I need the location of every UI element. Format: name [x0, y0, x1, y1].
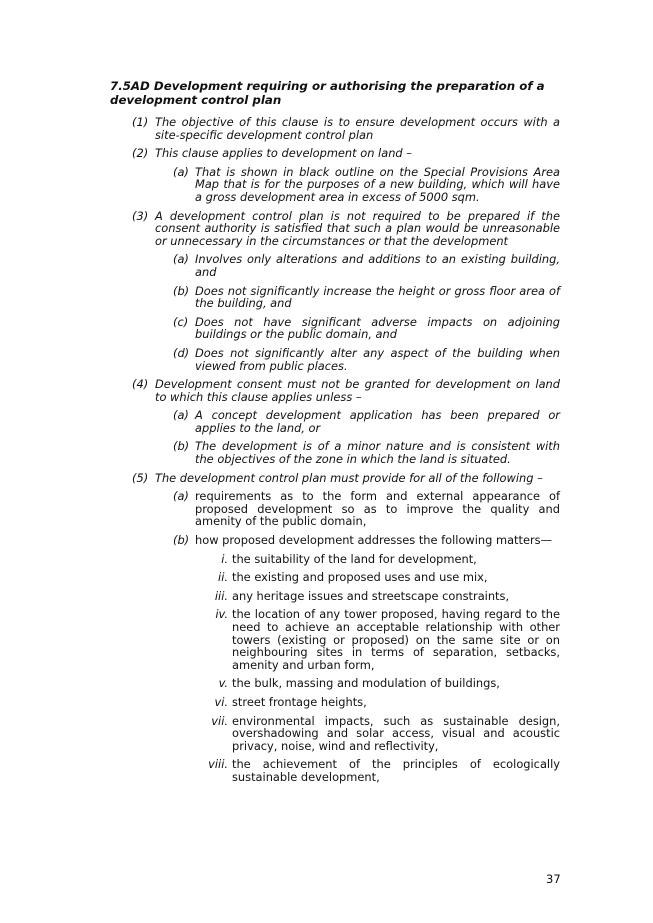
subclause-number: (b) — [173, 439, 190, 454]
subclause-number: (a) — [173, 252, 189, 267]
subclause — [110, 166, 560, 204]
subclause-text: That is shown in black outline on the Special Provisions Area Map that is for the purposes of a new building, which will have a gross development area in excess of 5000 sqm. — [195, 164, 560, 204]
item-number: i. — [221, 551, 228, 566]
item-text: the bulk, massing and modulation of buildings, — [232, 676, 500, 691]
clause-1 — [110, 116, 560, 141]
document-body — [110, 79, 560, 790]
subclause-text: Does not significantly alter any aspect of the building when viewed from public places. — [195, 345, 560, 373]
subclause-number: (b) — [173, 283, 190, 298]
list-item — [110, 758, 560, 783]
clause-number: (3) — [132, 208, 149, 223]
subclause-number: (a) — [173, 489, 189, 504]
subclause-text: requirements as to the form and external appearance of proposed development so as to improve the quality and amenity of the public domain, — [195, 489, 560, 529]
list-item — [110, 571, 560, 584]
clause-number: (2) — [132, 146, 149, 161]
subclause — [110, 490, 560, 528]
subclause — [110, 347, 560, 372]
item-text: the location of any tower proposed, having regard to the need to achieve an acceptable relationship with other towers (existing or proposed) on the same site or on neighbouring sites in terms of separation, setbacks, amenity and urban form, — [232, 607, 560, 672]
clause-text: The objective of this clause is to ensure development occurs with a site-specific development control plan — [155, 115, 560, 142]
subclause-text: Does not significantly increase the height or gross floor area of the building, and — [195, 283, 560, 311]
clause-text: The development control plan must provide for all of the following – — [155, 470, 543, 485]
clause-text: A development control plan is not required to be prepared if the consent authority is satisfied that such a plan would be unreasonable or unnecessary in the circumstances or that the development — [155, 208, 560, 248]
item-text: the existing and proposed uses and use mix, — [232, 570, 488, 585]
subclause-number: (c) — [173, 314, 189, 329]
subclause-number: (a) — [173, 164, 189, 179]
item-number: iv. — [215, 607, 228, 622]
item-text: the suitability of the land for development, — [232, 551, 477, 566]
item-text: any heritage issues and streetscape constraints, — [232, 588, 510, 603]
clause-4 — [110, 378, 560, 466]
clause-5 — [110, 472, 560, 784]
section-heading: 7.5AD Development requiring or authorising the preparation of a development control plan — [110, 79, 545, 107]
list-item — [110, 590, 560, 603]
subclause-number: (d) — [173, 345, 190, 360]
clause-text: This clause applies to development on land – — [155, 146, 412, 161]
clause-number: (5) — [132, 470, 149, 485]
item-text: the achievement of the principles of ecologically sustainable development, — [232, 757, 560, 784]
item-text: environmental impacts, such as sustainable design, overshadowing and solar access, visual and acoustic privacy, noise, wind and reflectivity, — [232, 713, 560, 753]
subclause — [110, 409, 560, 434]
list-item — [110, 608, 560, 671]
clause-3 — [110, 210, 560, 373]
subclause — [110, 316, 560, 341]
clause-text: Development consent must not be granted for development on land to which this clause applies unless – — [155, 377, 560, 404]
page-number: 37 — [546, 872, 561, 886]
clause-number: (1) — [132, 115, 149, 129]
subclause — [110, 534, 560, 784]
subclause-number: (a) — [173, 408, 189, 423]
item-number: viii. — [208, 757, 228, 772]
subclause — [110, 253, 560, 278]
subclause-number: (b) — [173, 533, 190, 548]
subclause — [110, 440, 560, 465]
clause-number: (4) — [132, 377, 149, 392]
subclause-text: how proposed development addresses the following matters— — [195, 533, 552, 548]
subclause-text: Does not have significant adverse impacts on adjoining buildings or the public domain, and — [195, 314, 560, 342]
subclause — [110, 285, 560, 310]
item-number: ii. — [218, 570, 228, 585]
item-number: vii. — [211, 713, 228, 728]
subclause-text: A concept development application has been prepared or applies to the land, or — [195, 408, 560, 435]
item-number: iii. — [214, 588, 228, 603]
list-item — [110, 715, 560, 753]
clause-2 — [110, 147, 560, 203]
list-item — [110, 696, 560, 709]
item-number: vi. — [214, 694, 228, 709]
item-number: v. — [218, 676, 228, 691]
item-text: street frontage heights, — [232, 694, 367, 709]
list-item — [110, 677, 560, 690]
subclause-text: Involves only alterations and additions to an existing building, and — [195, 252, 560, 279]
subclause-text: The development is of a minor nature and is consistent with the objectives of the zone in which the land is situated. — [195, 439, 560, 467]
list-item — [110, 553, 560, 566]
